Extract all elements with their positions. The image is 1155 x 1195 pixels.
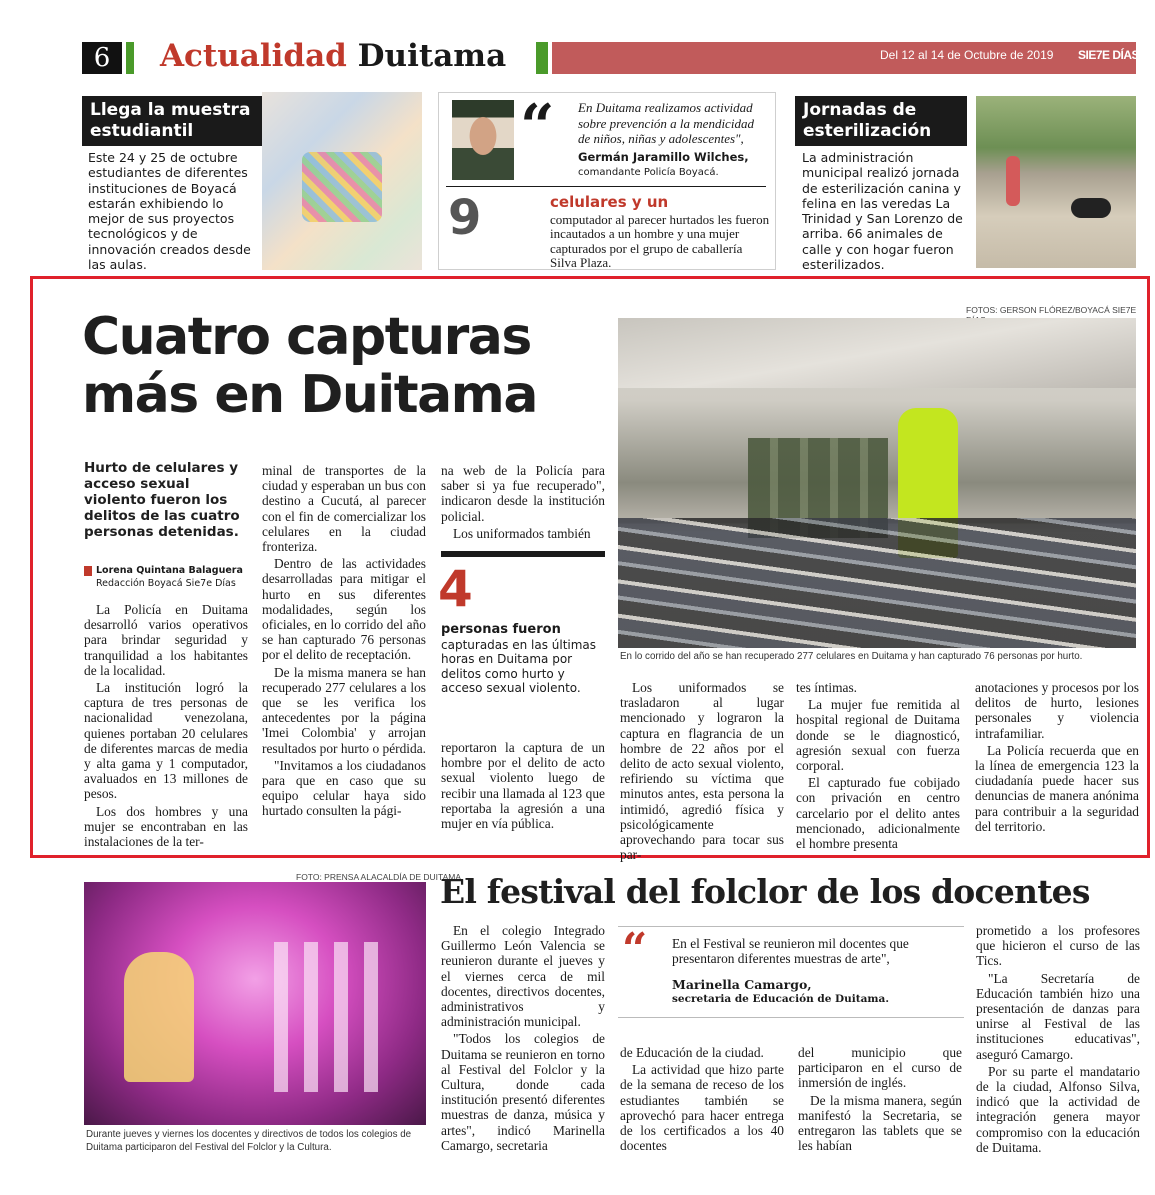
article-column (975, 680, 1139, 836)
quote-icon: “ (622, 924, 648, 975)
section-title (160, 38, 506, 74)
main-headline: Cuatro capturas más en Duitama (82, 307, 537, 425)
paragraph: Por su parte el mandatario de la ciudad, Alfonso Silva, indicó que la actividad de integración genera mayor compromiso con la educación de Duitama. (976, 1063, 1140, 1155)
page-number: 6 (82, 42, 122, 74)
byline-name: Lorena Quintana Balaguera (96, 565, 243, 576)
festival-headline: El festival del folclor de los docentes (440, 872, 1090, 911)
article-column (620, 1045, 784, 1155)
paragraph: En el colegio Integrado Guillermo León Valencia se reunieron durante el jueves y el viernes cerca de mil docentes, directivos docentes, administrativos y administración municipal. (441, 923, 605, 1030)
paragraph: anotaciones y procesos por los delitos de hurto, lesiones personales y violencia intrafamiliar. (975, 680, 1139, 741)
article-column (441, 923, 605, 1155)
article-column (620, 680, 784, 864)
paragraph: "Todos los colegios de Duitama se reunieron en torno al Festival del Folclor y la Cultura, donde cada institución presentó diferentes muestras de danza, música y artes", indicó Marinella Camargo, secretaria (441, 1031, 605, 1153)
paragraph: Los dos hombres y una mujer se encontraban en las instalaciones de la ter- (84, 803, 248, 850)
paragraph: de Educación de la ciudad. (620, 1045, 764, 1060)
highlight-head: personas fueron (441, 622, 561, 637)
paragraph: tes íntimas. (796, 680, 857, 695)
festival-quote-role: secretaria de Educación de Duitama. (672, 993, 889, 1005)
divider (446, 186, 766, 187)
highlight-text: capturadas en las últimas horas en Duitama por delitos como hurto y acceso sexual violento. (441, 638, 597, 695)
article-column (84, 602, 248, 851)
main-photo-credit: FOTOS: GERSON FLÓREZ/BOYACÁ SIE7E (966, 305, 1137, 315)
festival-quote-text: En el Festival se reunieron mil docentes que presentaron diferentes muestras de arte", (672, 936, 909, 967)
main-photo-caption: En lo corrido del año se han recuperado 277 celulares en Duitama y han capturado 76 personas por hurto. (620, 651, 1083, 662)
article-column (798, 1045, 962, 1155)
paragraph: Los uniformados también (453, 525, 591, 541)
brief-nine-head: celulares y un (550, 193, 669, 211)
issue-date: Del 12 al 14 de Octubre de 2019 (880, 48, 1054, 62)
article-column (796, 680, 960, 853)
festival-quote-name: Marinella Camargo, (672, 977, 812, 992)
paragraph: La Policía en Duitama desarrolló varios operativos para brindar seguridad y tranquilidad a los habitantes de la localidad. (84, 602, 248, 678)
recovered-phones (618, 518, 1136, 648)
paragraph: El capturado fue cobijado con privación en centro carcelario por el delito antes mencionado, adicionalmente el hombre presenta (796, 775, 960, 852)
paragraph: minal de transportes de la ciudad y esperaban un bus con destino a Cucutá, al parecer con el fin de comercializar los celulares en la ciudad fronteriza. (262, 463, 426, 555)
article-column (441, 740, 605, 833)
tent (618, 318, 1136, 388)
paragraph: del municipio que participaron en el curso de inmersión de inglés. (798, 1045, 962, 1091)
brief-quote-text: En Duitama realizamos actividad sobre prevención a la mendicidad de niños, niñas y adolescentes", (578, 100, 754, 146)
paragraph: La actividad que hizo parte de la semana de receso de los estudiantes también se aprovechó para hacer entrega de los certificados a los 40 docentes (620, 1062, 784, 1154)
paragraph: Dentro de las actividades desarrolladas para mitigar el hurto en sus diferentes modalidades, según los oficiales, en lo corrido del año se han capturado 76 personas por el delito de receptación. (262, 556, 426, 663)
brief-quote-role: comandante Policía Boyacá. (578, 167, 719, 178)
brief-esterilizacion-title: Jornadas de esterilización (795, 96, 967, 146)
brief-nine-number: 9 (448, 190, 482, 246)
officer-photo (452, 100, 514, 180)
paragraph: Los uniformados se trasladaron al lugar mencionado y lograron la captura en flagrancia de un hombre de 22 años por el delito de acto sexual violento, refiriendo su víctima que minutos antes, esta persona la intimidó, agredió física y psicológicamente aprovechando para tocar sus par- (620, 680, 784, 863)
muestra-photo (262, 92, 422, 270)
paragraph: "Invitamos a los ciudadanos para que en caso que su equipo celular haya sido hurtado consulten la pági- (262, 757, 426, 819)
dogs-photo (976, 96, 1136, 268)
paragraph: De la misma manera, según manifestó la Secretaria, se entregaron las tablets que se les habían (798, 1092, 962, 1154)
brief-nine-text: computador al parecer hurtados les fueron incautados a un hombre y una mujer capturados por el grupo de caballería Silva Plaza. (550, 212, 770, 270)
brand-logo: SIE7E DÍAS (1078, 48, 1140, 62)
paragraph: na web de la Policía para saber si ya fue recuperado", indicaron desde la institución policial. (441, 463, 605, 524)
highlight-rule (441, 551, 605, 557)
highlight-number: 4 (438, 560, 473, 618)
main-photo (618, 318, 1136, 648)
section-title-red: Actualidad (160, 38, 347, 74)
paragraph: La mujer fue remitida al hospital regional de Duitama donde se le diagnosticó, agresión sexual con fuerza corporal. (796, 697, 960, 774)
header-accent (536, 42, 548, 74)
brief-muestra-text: Este 24 y 25 de octubre estudiantes de diferentes instituciones de Boyacá estarán exhibiendo lo mejor de sus proyectos tecnológicos y de innovación creados desde las aulas. (88, 150, 251, 273)
paragraph: prometido a los profesores que hicieron el curso de las Tics. (976, 923, 1140, 969)
brief-quote-name: Germán Jaramillo Wilches, (578, 150, 749, 164)
paragraph: "La Secretaría de Educación también hizo una presentación de danzas para unirse al Festival de las instituciones educativas", aseguró Camargo. (976, 970, 1140, 1062)
paragraph: reportaron la captura de un hombre por el delito de acto sexual violento luego de recibir una llamada al 123 que reportaba la agresión a una mujer en vía pública. (441, 740, 605, 832)
article-column (262, 463, 426, 821)
brief-muestra-title: Llega la muestra estudiantil (82, 96, 262, 146)
section-accent (126, 42, 134, 74)
main-subhead: Hurto de celulares y acceso sexual violento fueron los delitos de las cuatro personas detenidas. (84, 460, 240, 540)
festival-photo-caption: Durante jueves y viernes los docentes y directivos de todos los colegios de Duitama participaron del Festival del Folclor y la Cultura. (86, 1129, 412, 1153)
article-column (976, 923, 1140, 1157)
article-column (441, 463, 605, 543)
paragraph: La institución logró la captura de tres personas de nacionalidad venezolana, quienes portaban 20 celulares de diferentes marcas de media y alta gama y 1 computador, avaluados en 13 millones de pesos. (84, 680, 248, 802)
festival-photo (84, 882, 426, 1125)
paragraph: La Policía recuerda que en la línea de emergencia 123 la ciudadanía puede hacer sus denuncias de manera anónima para contribuir a la seguridad del territorio. (975, 742, 1139, 834)
section-title-black: Duitama (357, 38, 507, 74)
brief-esterilizacion-text: La administración municipal realizó jornada de esterilización canina y felina en las veredas La Trinidad y San Lorenzo de arriba. 66 animales de calle y con hogar fueron esterilizados. (802, 150, 963, 273)
byline-mark (84, 566, 92, 576)
byline-org: Redacción Boyacá Sie7e Días (96, 578, 236, 589)
quote-icon: “ (520, 92, 555, 162)
festival-photo-credit: FOTO: PRENSA ALACALDÍA DE DUITAMA (296, 872, 462, 882)
paragraph: De la misma manera se han recuperado 277 celulares a los que se les verifica los antecedentes por la página 'Imei Colombia' y arrojan resultados por hurto o pérdida. (262, 664, 426, 756)
